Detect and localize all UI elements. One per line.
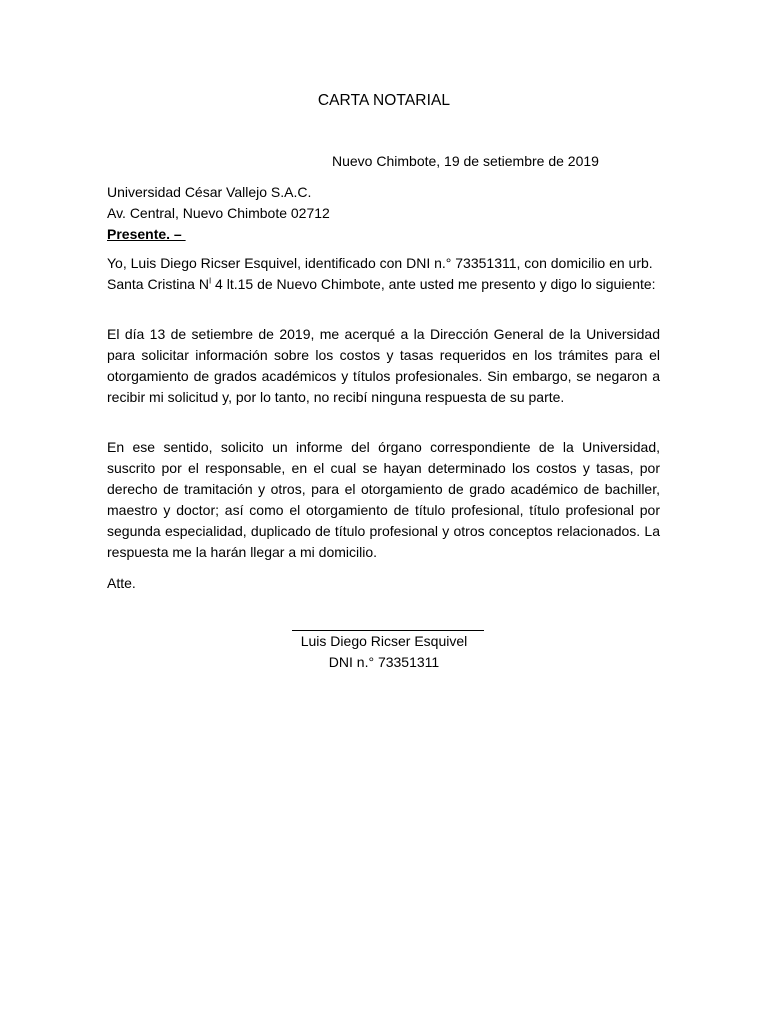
salutation: Presente. –: [107, 226, 186, 242]
recipient-address: Av. Central, Nuevo Chimbote 02712: [107, 205, 330, 221]
signature-name: Luis Diego Ricser Esquivel: [300, 633, 468, 649]
paragraph-request: En ese sentido, solicito un informe del órgano correspondiente de la Universidad, suscrito por el responsable, en el cual se hayan determinado los costos y tasas, por derecho de tramitación y otros, para el otorgamiento de grado académico de bachiller, maestro y doctor; así como el otorgamiento de título profesional, título profesional por segunda especialidad, duplicado de título profesional y otros conceptos relacionados. La respuesta me la harán llegar a mi domicilio.: [107, 439, 660, 560]
closing: Atte.: [107, 575, 136, 591]
paragraph-introduction: [107, 253, 660, 295]
paragraph-introduction-part1: Yo, Luis Diego Ricser Esquivel, identificado con DNI n.° 73351311, con domicilio en urb. Santa Cristina N: [107, 255, 653, 292]
signature-dni: DNI n.° 73351311: [328, 654, 440, 670]
document-title: CARTA NOTARIAL: [317, 92, 451, 109]
superscript-mark: I: [208, 276, 212, 286]
paragraph-facts: El día 13 de setiembre de 2019, me acerqué a la Dirección General de la Universidad para solicitar información sobre los costos y tasas requeridos en los trámites para el otorgamiento de grados académicos y títulos profesionales. Sin embargo, se negaron a recibir mi solicitud y, por lo tanto, no recibí ninguna respuesta de su parte.: [107, 326, 660, 405]
place-date: Nuevo Chimbote, 19 de setiembre de 2019: [332, 153, 599, 169]
recipient-name: Universidad César Vallejo S.A.C.: [107, 184, 312, 200]
paragraph-introduction-part2: 4 lt.15 de Nuevo Chimbote, ante usted me presento y digo lo siguiente:: [211, 276, 656, 292]
